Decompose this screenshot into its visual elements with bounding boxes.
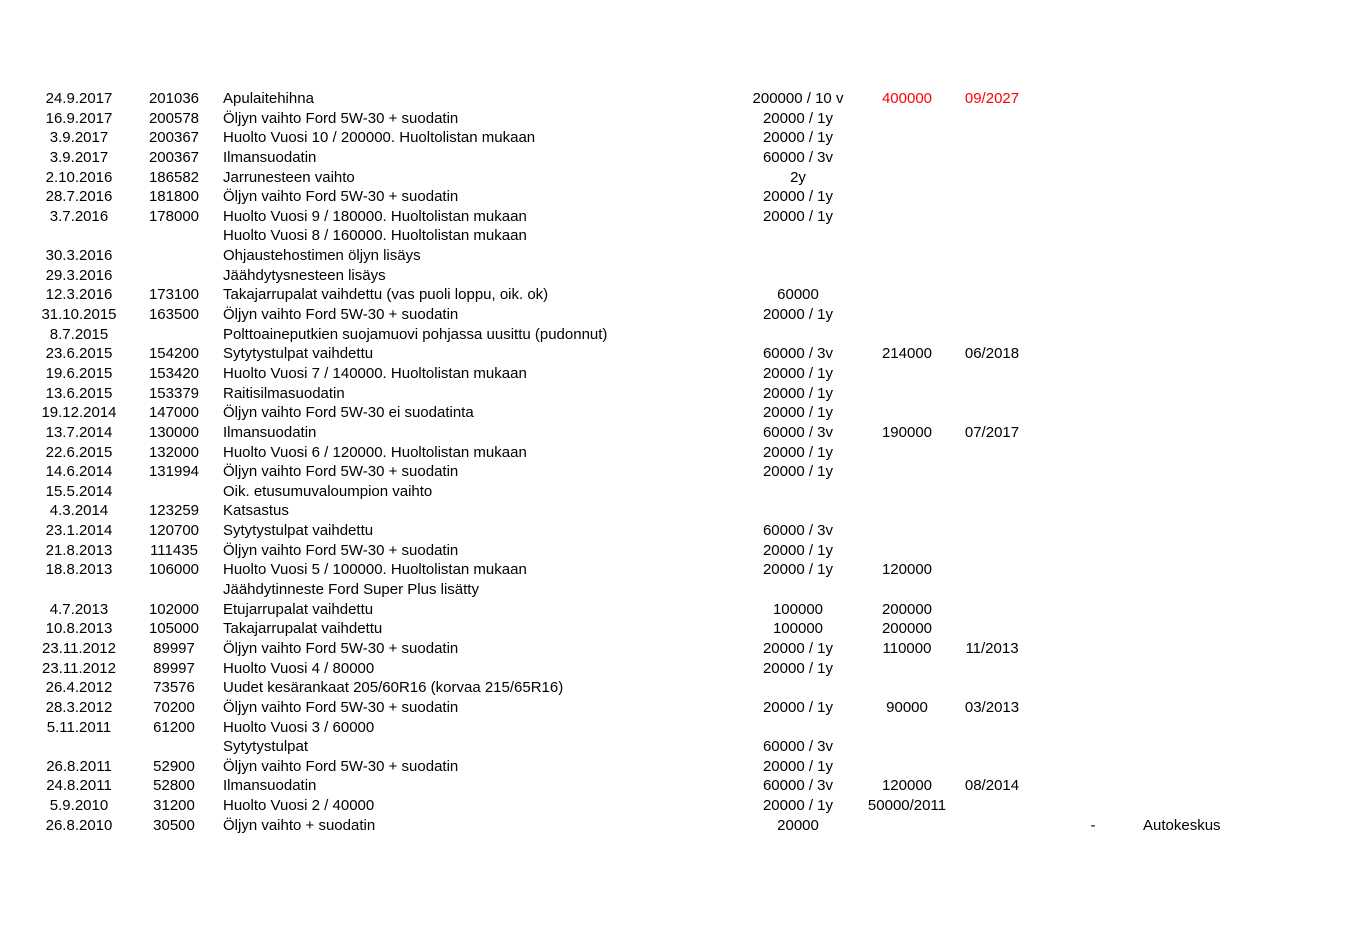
description-cell: Öljyn vaihto Ford 5W-30 ei suodatinta — [223, 404, 474, 422]
odometer-cell: 178000 — [148, 207, 200, 225]
interval-cell: 200000 / 10 v — [752, 90, 844, 107]
date-cell: 19.6.2015 — [45, 364, 113, 382]
due-date-cell: 08/2014 — [964, 777, 1020, 795]
description-cell: Huolto Vuosi 2 / 40000 — [223, 797, 375, 815]
interval-cell: 20000 / 1y — [762, 404, 834, 422]
odometer-cell: 30500 — [153, 816, 195, 834]
table-row — [0, 580, 1350, 600]
next-km-cell: 200000 — [881, 620, 933, 638]
description-cell: Jarrunesteen vaihto — [223, 168, 355, 186]
table-row — [0, 423, 1350, 443]
next-km-cell: 50000/2011 — [867, 797, 947, 815]
description-cell: Öljyn vaihto + suodatin — [223, 816, 376, 834]
date-cell: 15.5.2014 — [45, 482, 113, 500]
description-cell: Öljyn vaihto Ford 5W-30 + suodatin — [223, 639, 459, 657]
table-row — [0, 698, 1350, 718]
due-date-cell: 09/2027 — [964, 90, 1020, 107]
next-km-cell: 400000 — [881, 90, 933, 107]
next-km-cell: 200000 — [881, 600, 933, 618]
date-cell: 26.8.2010 — [45, 816, 113, 834]
next-km-cell: 120000 — [881, 561, 933, 579]
odometer-cell: 123259 — [148, 502, 200, 520]
date-cell: 22.6.2015 — [45, 443, 113, 461]
odometer-cell: 52900 — [153, 757, 195, 775]
description-cell: Uudet kesärankaat 205/60R16 (korvaa 215/65R16) — [223, 679, 564, 697]
table-row — [0, 521, 1350, 541]
description-cell: Öljyn vaihto Ford 5W-30 + suodatin — [223, 463, 459, 481]
odometer-cell: 153420 — [148, 364, 200, 382]
table-row — [0, 226, 1350, 246]
table-row — [0, 109, 1350, 129]
table-row — [0, 168, 1350, 188]
date-cell: 13.6.2015 — [45, 384, 113, 402]
table-row — [0, 207, 1350, 227]
date-cell: 26.4.2012 — [45, 679, 113, 697]
description-cell: Etujarrupalat vaihdettu — [223, 600, 374, 618]
next-km-cell: 120000 — [881, 777, 933, 795]
odometer-cell: 200578 — [148, 109, 200, 127]
table-row — [0, 816, 1350, 836]
interval-cell: 60000 / 3v — [762, 777, 834, 795]
interval-cell: 100000 — [772, 620, 824, 638]
date-cell: 14.6.2014 — [45, 463, 113, 481]
odometer-cell: 153379 — [148, 384, 200, 402]
date-cell: 21.8.2013 — [45, 541, 113, 559]
interval-cell: 20000 / 1y — [762, 109, 834, 127]
odometer-cell: 131994 — [148, 463, 200, 481]
description-cell: Huolto Vuosi 10 / 200000. Huoltolistan mukaan — [223, 129, 536, 147]
odometer-cell: 52800 — [153, 777, 195, 795]
date-cell: 3.9.2017 — [49, 129, 109, 147]
table-row — [0, 285, 1350, 305]
interval-cell: 60000 / 3v — [762, 345, 834, 363]
odometer-cell: 73576 — [153, 679, 195, 697]
description-cell: Jäähdytinneste Ford Super Plus lisätty — [223, 581, 479, 599]
date-cell: 10.8.2013 — [45, 620, 113, 638]
odometer-cell: 186582 — [148, 168, 200, 186]
interval-cell: 60000 / 3v — [762, 522, 834, 540]
date-cell: 12.3.2016 — [45, 286, 113, 304]
odometer-cell: 106000 — [148, 561, 200, 579]
date-cell: 5.9.2010 — [49, 797, 109, 815]
date-cell: 30.3.2016 — [45, 247, 113, 265]
date-cell: 5.11.2011 — [46, 718, 112, 736]
interval-cell: 20000 / 1y — [762, 364, 834, 382]
interval-cell: 60000 / 3v — [762, 423, 834, 441]
table-row — [0, 246, 1350, 266]
interval-cell: 20000 — [777, 816, 819, 834]
next-km-cell: 190000 — [881, 423, 933, 441]
odometer-cell: 130000 — [148, 423, 200, 441]
interval-cell: 20000 / 1y — [762, 757, 834, 775]
interval-cell: 60000 / 3v — [762, 738, 834, 756]
interval-cell: 20000 / 1y — [762, 797, 834, 815]
date-cell: 24.8.2011 — [46, 777, 112, 795]
table-row — [0, 501, 1350, 521]
description-cell: Öljyn vaihto Ford 5W-30 + suodatin — [223, 188, 459, 206]
description-cell: Takajarrupalat vaihdettu — [223, 620, 383, 638]
table-row — [0, 796, 1350, 816]
interval-cell: 20000 / 1y — [762, 384, 834, 402]
date-cell: 29.3.2016 — [45, 266, 113, 284]
description-cell: Raitisilmasuodatin — [223, 384, 345, 402]
table-row — [0, 718, 1350, 738]
description-cell: Öljyn vaihto Ford 5W-30 + suodatin — [223, 109, 459, 127]
date-cell: 2.10.2016 — [45, 168, 113, 186]
odometer-cell: 120700 — [148, 522, 200, 540]
odometer-cell: 200367 — [148, 129, 200, 147]
date-cell: 16.9.2017 — [45, 109, 113, 127]
date-cell: 8.7.2015 — [49, 325, 109, 343]
odometer-cell: 181800 — [148, 188, 200, 206]
table-row — [0, 403, 1350, 423]
table-row — [0, 325, 1350, 345]
date-cell: 31.10.2015 — [41, 306, 117, 324]
description-cell: Sytytystulpat — [223, 738, 309, 756]
description-cell: Ilmansuodatin — [223, 777, 317, 795]
interval-cell: 20000 / 1y — [762, 639, 834, 657]
description-cell: Ohjaustehostimen öljyn lisäys — [223, 247, 421, 265]
description-cell: Huolto Vuosi 6 / 120000. Huoltolistan mukaan — [223, 443, 527, 461]
table-row — [0, 443, 1350, 463]
description-cell: Huolto Vuosi 7 / 140000. Huoltolistan mukaan — [223, 364, 527, 382]
description-cell: Takajarrupalat vaihdettu (vas puoli loppu, oik. ok) — [223, 286, 549, 304]
table-row — [0, 737, 1350, 757]
description-cell: Öljyn vaihto Ford 5W-30 + suodatin — [223, 306, 459, 324]
description-cell: Oik. etusumuvaloumpion vaihto — [223, 482, 433, 500]
workshop-cell: Autokeskus — [1143, 816, 1221, 834]
odometer-cell: 147000 — [148, 404, 200, 422]
table-row — [0, 776, 1350, 796]
table-row — [0, 89, 1350, 109]
date-cell: 24.9.2017 — [45, 90, 113, 107]
table-row — [0, 541, 1350, 561]
odometer-cell: 102000 — [148, 600, 200, 618]
table-row — [0, 619, 1350, 639]
description-cell: Öljyn vaihto Ford 5W-30 + suodatin — [223, 541, 459, 559]
date-cell: 28.3.2012 — [45, 698, 113, 716]
description-cell: Huolto Vuosi 3 / 60000 — [223, 718, 375, 736]
odometer-cell: 105000 — [148, 620, 200, 638]
odometer-cell: 163500 — [148, 306, 200, 324]
interval-cell: 20000 / 1y — [762, 129, 834, 147]
table-row — [0, 305, 1350, 325]
interval-cell: 20000 / 1y — [762, 188, 834, 206]
description-cell: Ilmansuodatin — [223, 148, 317, 166]
table-row — [0, 148, 1350, 168]
interval-cell: 20000 / 1y — [762, 659, 834, 677]
odometer-cell: 173100 — [148, 286, 200, 304]
odometer-cell: 70200 — [153, 698, 195, 716]
date-cell: 3.9.2017 — [49, 148, 109, 166]
description-cell: Jäähdytysnesteen lisäys — [223, 266, 386, 284]
odometer-cell: 201036 — [148, 90, 200, 107]
next-km-cell: 110000 — [882, 639, 932, 657]
table-row — [0, 757, 1350, 777]
next-km-cell: 214000 — [881, 345, 933, 363]
dash-cell: - — [1090, 816, 1096, 834]
table-row — [0, 344, 1350, 364]
interval-cell: 20000 / 1y — [762, 698, 834, 716]
date-cell: 13.7.2014 — [45, 423, 113, 441]
odometer-cell: 31200 — [153, 797, 195, 815]
interval-cell: 60000 / 3v — [762, 148, 834, 166]
interval-cell: 20000 / 1y — [762, 443, 834, 461]
interval-cell: 100000 — [772, 600, 824, 618]
table-row — [0, 600, 1350, 620]
interval-cell: 20000 / 1y — [762, 207, 834, 225]
description-cell: Huolto Vuosi 8 / 160000. Huoltolistan mukaan — [223, 227, 527, 245]
date-cell: 23.11.2012 — [42, 659, 116, 677]
table-row — [0, 659, 1350, 679]
description-cell: Sytytystulpat vaihdettu — [223, 345, 374, 363]
date-cell: 23.11.2012 — [42, 639, 116, 657]
table-row — [0, 128, 1350, 148]
date-cell: 18.8.2013 — [45, 561, 113, 579]
table-row — [0, 266, 1350, 286]
table-row — [0, 364, 1350, 384]
interval-cell: 20000 / 1y — [762, 541, 834, 559]
due-date-cell: 11/2013 — [965, 639, 1019, 657]
description-cell: Öljyn vaihto Ford 5W-30 + suodatin — [223, 698, 459, 716]
due-date-cell: 03/2013 — [964, 698, 1020, 716]
table-row — [0, 187, 1350, 207]
odometer-cell: 154200 — [148, 345, 200, 363]
odometer-cell: 89997 — [153, 639, 195, 657]
odometer-cell: 132000 — [148, 443, 200, 461]
date-cell: 4.3.2014 — [49, 502, 109, 520]
interval-cell: 20000 / 1y — [762, 306, 834, 324]
interval-cell: 20000 / 1y — [762, 561, 834, 579]
interval-cell: 60000 — [777, 286, 819, 304]
description-cell: Sytytystulpat vaihdettu — [223, 522, 374, 540]
date-cell: 23.6.2015 — [45, 345, 113, 363]
description-cell: Katsastus — [223, 502, 289, 520]
table-row — [0, 482, 1350, 502]
description-cell: Huolto Vuosi 4 / 80000 — [223, 659, 375, 677]
table-row — [0, 384, 1350, 404]
description-cell: Polttoaineputkien suojamuovi pohjassa uusittu (pudonnut) — [223, 325, 608, 343]
date-cell: 4.7.2013 — [49, 600, 109, 618]
due-date-cell: 06/2018 — [964, 345, 1020, 363]
date-cell: 28.7.2016 — [45, 188, 113, 206]
odometer-cell: 200367 — [148, 148, 200, 166]
odometer-cell: 61200 — [153, 718, 195, 736]
date-cell: 19.12.2014 — [41, 404, 117, 422]
interval-cell: 20000 / 1y — [762, 463, 834, 481]
description-cell: Huolto Vuosi 9 / 180000. Huoltolistan mukaan — [223, 207, 527, 225]
date-cell: 3.7.2016 — [49, 207, 109, 225]
table-row — [0, 560, 1350, 580]
table-row — [0, 678, 1350, 698]
due-date-cell: 07/2017 — [964, 423, 1020, 441]
description-cell: Apulaitehihna — [223, 90, 314, 107]
next-km-cell: 90000 — [886, 698, 928, 716]
date-cell: 26.8.2011 — [46, 757, 112, 775]
table-row — [0, 639, 1350, 659]
service-log-table — [0, 89, 1350, 835]
date-cell: 23.1.2014 — [45, 522, 113, 540]
description-cell: Öljyn vaihto Ford 5W-30 + suodatin — [223, 757, 459, 775]
description-cell: Ilmansuodatin — [223, 423, 317, 441]
odometer-cell: 89997 — [153, 659, 195, 677]
odometer-cell: 111435 — [150, 541, 198, 559]
description-cell: Huolto Vuosi 5 / 100000. Huoltolistan mukaan — [223, 561, 527, 579]
interval-cell: 2y — [790, 168, 806, 186]
table-row — [0, 462, 1350, 482]
